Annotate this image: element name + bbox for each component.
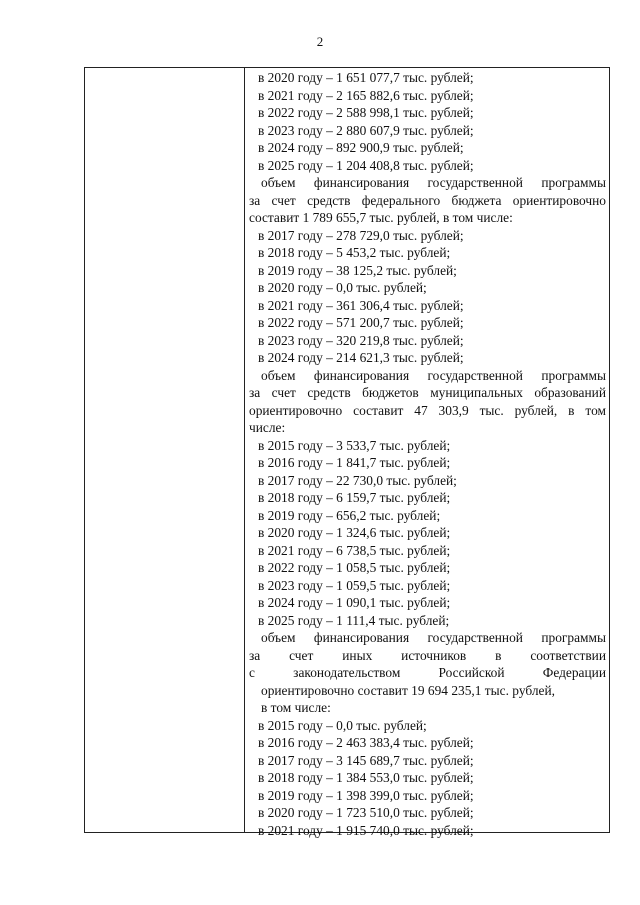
year-funding-line: в 2024 году – 214 621,3 тыс. рублей; [258, 350, 464, 365]
paragraph-line: объем финансирования государственной программы [261, 367, 606, 383]
paragraph-line: за счет иных источников в соответствии [249, 647, 606, 663]
paragraph-line: за счет средств бюджетов муниципальных образований [249, 385, 606, 400]
year-funding-line: в 2016 году – 1 841,7 тыс. рублей; [258, 455, 451, 470]
paragraph-line: числе: [249, 420, 286, 435]
year-funding-line: в 2022 году – 2 588 998,1 тыс. рублей; [258, 105, 474, 120]
paragraph-line: составит 1 789 655,7 тыс. рублей, в том числе: [249, 210, 513, 225]
year-funding-line: в 2019 году – 656,2 тыс. рублей; [258, 507, 441, 523]
year-funding-line: в 2022 году – 571 200,7 тыс. рублей; [258, 315, 464, 330]
paragraph-line: объем финансирования государственной программы [261, 630, 606, 645]
year-funding-line: в 2019 году – 1 398 399,0 тыс. рублей; [258, 787, 474, 803]
year-funding-line: в 2024 году – 892 900,9 тыс. рублей; [258, 140, 464, 155]
year-funding-line: в 2022 году – 1 058,5 тыс. рублей; [258, 560, 451, 575]
year-funding-line: в 2019 году – 38 125,2 тыс. рублей; [258, 262, 457, 278]
year-funding-line: в 2025 году – 1 111,4 тыс. рублей; [258, 612, 450, 628]
year-funding-line: в 2020 году – 0,0 тыс. рублей; [258, 280, 427, 295]
year-funding-line: в 2015 году – 0,0 тыс. рублей; [258, 717, 427, 733]
year-funding-line: в 2021 году – 361 306,4 тыс. рублей; [258, 297, 464, 313]
paragraph-line: объем финансирования государственной программы [261, 175, 606, 190]
year-funding-line: в 2018 году – 6 159,7 тыс. рублей; [258, 490, 451, 505]
table-left-column [85, 68, 245, 832]
paragraph-line: ориентировочно составит 47 303,9 тыс. рублей, в том [249, 402, 606, 418]
year-funding-line: в 2020 году – 1 723 510,0 тыс. рублей; [258, 805, 474, 820]
year-funding-line: в 2020 году – 1 324,6 тыс. рублей; [258, 525, 451, 540]
year-funding-line: в 2017 году – 22 730,0 тыс. рублей; [258, 472, 457, 488]
year-funding-line: в 2023 году – 320 219,8 тыс. рублей; [258, 332, 464, 348]
paragraph-line: в том числе: [261, 700, 331, 715]
year-funding-line: в 2017 году – 278 729,0 тыс. рублей; [258, 227, 464, 243]
funding-text-column [245, 68, 609, 838]
page-number: 2 [316, 34, 324, 49]
year-funding-line: в 2021 году – 6 738,5 тыс. рублей; [258, 542, 451, 558]
year-funding-line: в 2017 году – 3 145 689,7 тыс. рублей; [258, 752, 474, 768]
year-funding-line: в 2015 году – 3 533,7 тыс. рублей; [258, 437, 451, 453]
year-funding-line: в 2016 году – 2 463 383,4 тыс. рублей; [258, 735, 474, 750]
year-funding-line: в 2018 году – 5 453,2 тыс. рублей; [258, 245, 451, 260]
year-funding-line: в 2020 году – 1 651 077,7 тыс. рублей; [258, 70, 474, 85]
year-funding-line: в 2023 году – 2 880 607,9 тыс. рублей; [258, 122, 474, 138]
year-funding-line: в 2021 году – 1 915 740,0 тыс. рублей; [258, 822, 474, 838]
year-funding-line: в 2018 году – 1 384 553,0 тыс. рублей; [258, 770, 474, 785]
paragraph-line: ориентировочно составит 19 694 235,1 тыс. рублей, [261, 682, 555, 698]
year-funding-line: в 2025 году – 1 204 408,8 тыс. рублей; [258, 157, 474, 173]
year-funding-line: в 2021 году – 2 165 882,6 тыс. рублей; [258, 87, 474, 103]
funding-table [84, 67, 610, 838]
paragraph-line: с законодательством Российской Федерации [249, 665, 606, 680]
year-funding-line: в 2024 году – 1 090,1 тыс. рублей; [258, 595, 451, 610]
year-funding-line: в 2023 году – 1 059,5 тыс. рублей; [258, 577, 451, 593]
paragraph-line: за счет средств федерального бюджета ориентировочно [249, 192, 606, 208]
